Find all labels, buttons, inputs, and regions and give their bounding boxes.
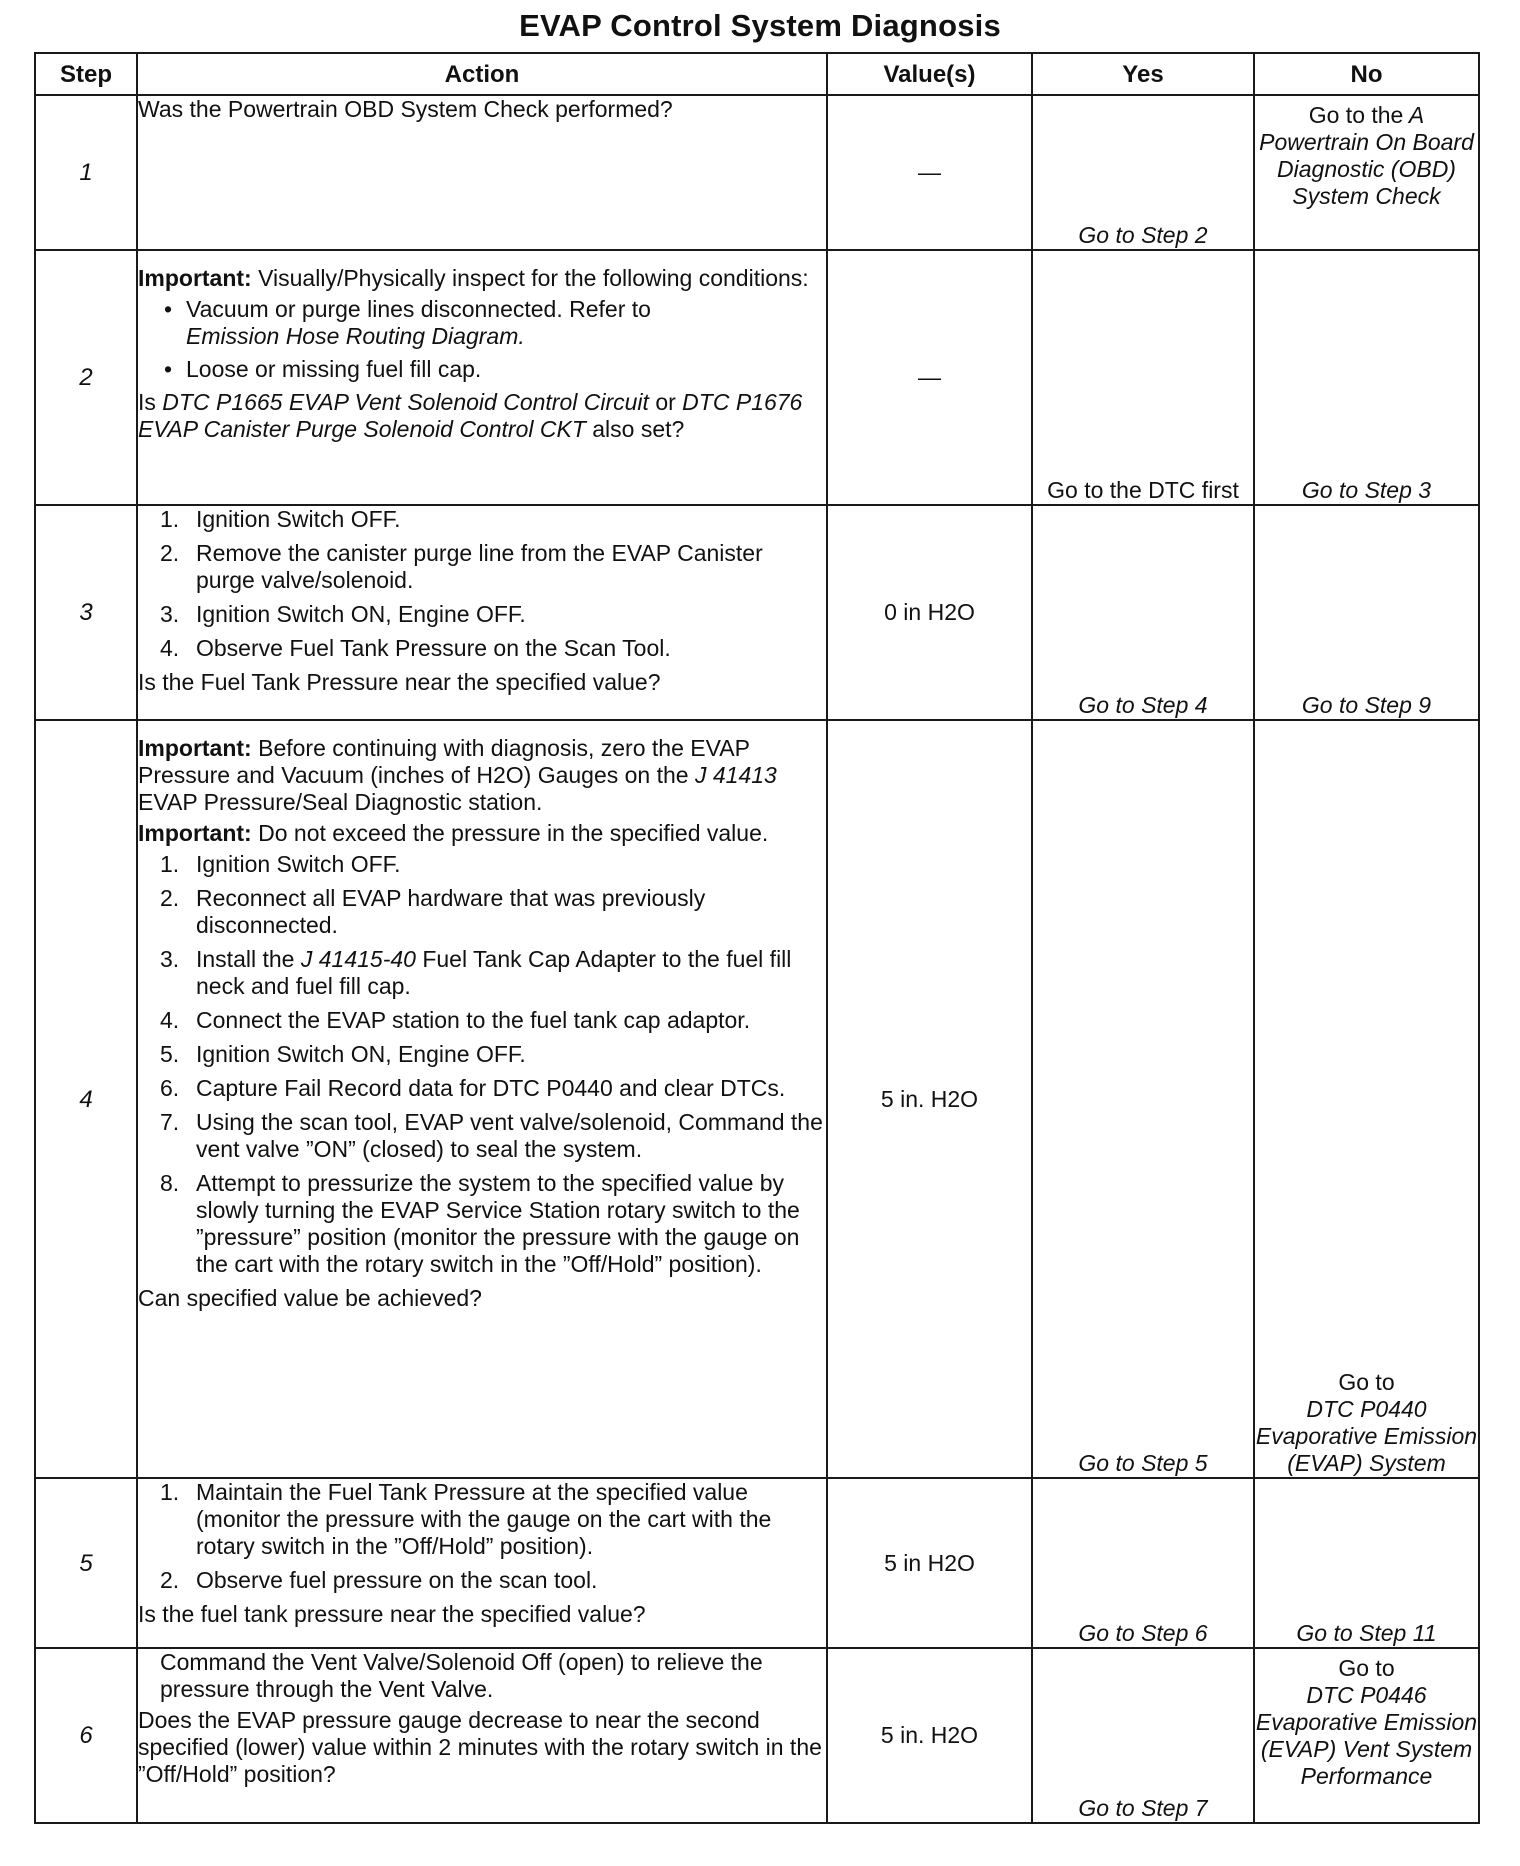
action-question: Is DTC P1665 EVAP Vent Solenoid Control Circuit or DTC P1676 EVAP Canister Purge Solenoid Control CKT also set? [138,389,803,442]
yes-cell: Go to Step 2 [1032,95,1254,250]
header-no: No [1254,53,1479,95]
action-cell [137,250,827,505]
action-text: Command the Vent Valve/Solenoid Off (open) to relieve the pressure through the Vent Valve. [160,1649,763,1702]
yes-cell: Go to Step 7 [1032,1648,1254,1823]
list-item: 7. Using the scan tool, EVAP vent valve/solenoid, Command the vent valve ”ON” (closed) to seal the system. [160,1109,823,1162]
yes-cell: Go to Step 5 [1032,720,1254,1478]
important-note: Important: Before continuing with diagnosis, zero the EVAP Pressure and Vacuum (inches of H2O) Gauges on the J 41413 EVAP Pressure/Seal Diagnostic station. [138,735,777,815]
bullet-text: Loose or missing fuel fill cap. [186,356,482,382]
list-item: 5. Ignition Switch ON, Engine OFF. [160,1041,526,1067]
action-question: Is the Fuel Tank Pressure near the specified value? [138,669,661,695]
step-number: 3 [35,505,137,720]
no-cell: Go to Step 9 [1254,505,1479,720]
table-row-step-4 [35,720,1479,1478]
list-item: 1. Ignition Switch OFF. [160,506,401,532]
action-question: Can specified value be achieved? [138,1285,482,1311]
no-reference: A Powertrain On Board Diagnostic (OBD) System Check [1259,102,1474,209]
table-header-row [35,53,1479,95]
no-cell [1254,1648,1479,1823]
action-question: Does the EVAP pressure gauge decrease to near the second specified (lower) value within 2 minutes with the rotary switch in the ”Off/Hold” position? [138,1707,822,1787]
list-item: 6. Capture Fail Record data for DTC P0440 and clear DTCs. [160,1075,786,1101]
list-item: • Loose or missing fuel fill cap. [164,356,482,382]
step-number: 2 [35,250,137,505]
no-reference: DTC P0440 Evaporative Emission (EVAP) System [1255,1396,1478,1476]
table-row-step-2 [35,250,1479,505]
table-row-step-3 [35,505,1479,720]
header-step: Step [35,53,137,95]
diagnosis-table [34,52,1480,1824]
value-cell: 0 in H2O [827,505,1032,720]
list-item: 4. Connect the EVAP station to the fuel tank cap adaptor. [160,1007,751,1033]
list-item: 1. Ignition Switch OFF. [160,851,401,877]
table-row-step-6 [35,1648,1479,1823]
important-note: Important: Do not exceed the pressure in the specified value. [138,820,769,846]
action-cell [137,1478,827,1648]
important-label: Important: [138,265,252,291]
header-action: Action [137,53,827,95]
yes-cell: Go to Step 6 [1032,1478,1254,1648]
bullet-text: Vacuum or purge lines disconnected. Refer to [186,296,651,322]
reference-link-text: Emission Hose Routing Diagram. [186,323,525,349]
value-cell: 5 in H2O [827,1478,1032,1648]
action-cell [137,95,827,250]
no-cell: Go to Step 11 [1254,1478,1479,1648]
list-item: 3. Install the J 41415-40 Fuel Tank Cap Adapter to the fuel fill neck and fuel fill cap. [160,946,792,999]
no-cell [1254,95,1479,250]
action-cell [137,505,827,720]
action-cell [137,1648,827,1823]
value-cell: 5 in. H2O [827,720,1032,1478]
no-prefix: Go to [1338,1369,1395,1395]
yes-cell: Go to the DTC first [1032,250,1254,505]
value-cell: — [827,250,1032,505]
no-cell: Go to Step 3 [1254,250,1479,505]
step-number: 1 [35,95,137,250]
list-item: • Vacuum or purge lines disconnected. Refer to Emission Hose Routing Diagram. [164,296,651,349]
document-title: EVAP Control System Diagnosis [519,8,1001,43]
value-cell: — [827,95,1032,250]
step-number: 4 [35,720,137,1478]
header-yes: Yes [1032,53,1254,95]
no-prefix: Go to the [1308,102,1404,128]
value-cell: 5 in. H2O [827,1648,1032,1823]
list-item: 2. Reconnect all EVAP hardware that was previously disconnected. [160,885,706,938]
list-item: 1. Maintain the Fuel Tank Pressure at the specified value (monitor the pressure with the gauge on the cart with the rotary switch in the ”Off/Hold” position). [160,1479,772,1559]
yes-cell: Go to Step 4 [1032,505,1254,720]
action-question: Was the Powertrain OBD System Check performed? [138,96,673,122]
list-item: 3. Ignition Switch ON, Engine OFF. [160,601,526,627]
important-text: Visually/Physically inspect for the following conditions: [258,265,809,291]
table-row-step-5 [35,1478,1479,1648]
table-row-step-1 [35,95,1479,250]
action-question: Is the fuel tank pressure near the specified value? [138,1601,646,1627]
list-item: 2. Remove the canister purge line from the EVAP Canister purge valve/solenoid. [160,540,763,593]
no-reference: DTC P0446 Evaporative Emission (EVAP) Vent System Performance [1255,1682,1478,1789]
no-cell [1254,720,1479,1478]
step-number: 6 [35,1648,137,1823]
no-prefix: Go to [1338,1655,1395,1681]
list-item: 2. Observe fuel pressure on the scan tool. [160,1567,598,1593]
list-item: 4. Observe Fuel Tank Pressure on the Scan Tool. [160,635,671,661]
list-item: 8. Attempt to pressurize the system to the specified value by slowly turning the EVAP Service Station rotary switch to the ”pressure” position (monitor the pressure with the gauge on the cart with the rotary switch in the ”Off/Hold” position). [160,1170,800,1277]
header-values: Value(s) [827,53,1032,95]
action-cell [137,720,827,1478]
step-number: 5 [35,1478,137,1648]
